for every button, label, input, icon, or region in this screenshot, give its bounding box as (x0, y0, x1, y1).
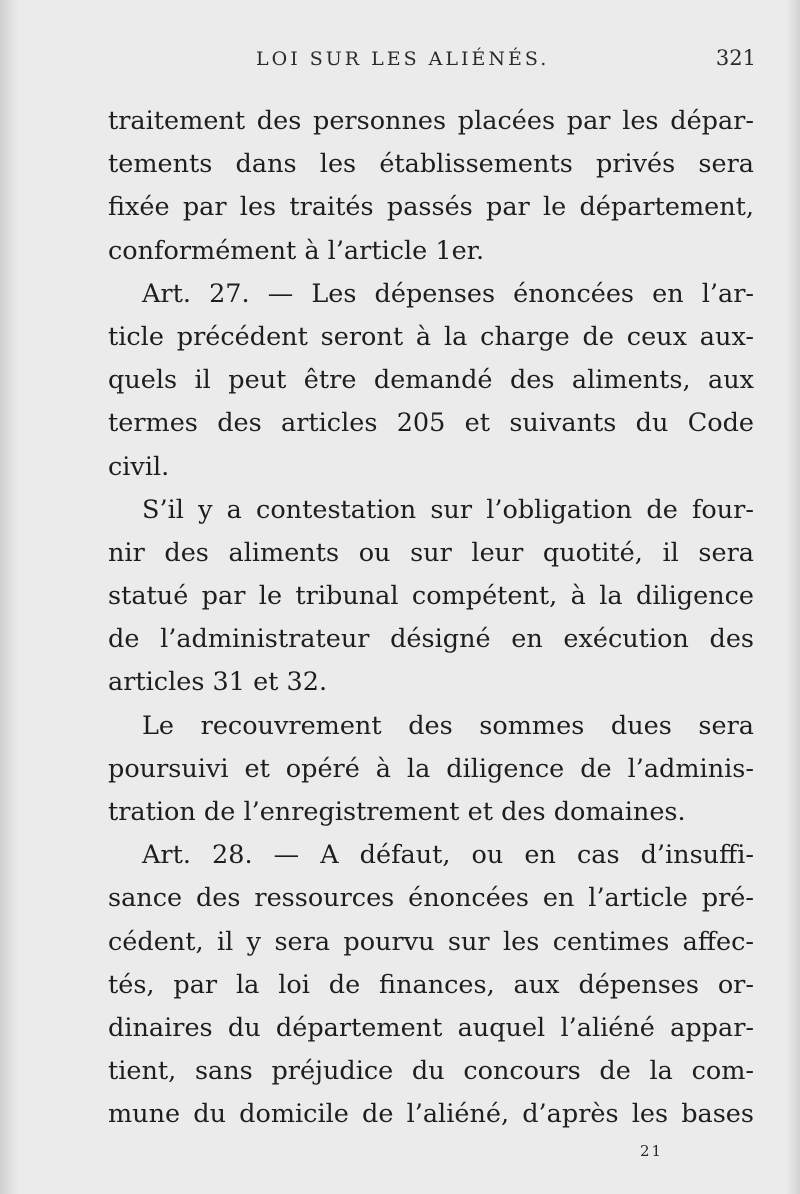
text-line: sance des ressources énoncées en l’article pré- (108, 883, 754, 914)
text-line: nir des aliments ou sur leur quotité, il sera (108, 537, 754, 568)
paragraph-start-line: S’il y a contestation sur l’obligation de four- (142, 494, 754, 525)
text-line: dinaires du département auquel l’aliéné appar- (108, 1012, 754, 1043)
article-27-heading-line: Art. 27. — Les dépenses énoncées en l’ar- (142, 278, 754, 309)
text-line: traitement des personnes placées par les dépar- (108, 106, 754, 136)
text-line: tient, sans préjudice du concours de la com- (108, 1056, 754, 1087)
text-line: de l’administrateur désigné en exécution des (108, 624, 754, 655)
text-line: conformément à l’article 1er. (108, 235, 485, 266)
article-28-heading-line: Art. 28. — A défaut, ou en cas d’insuffi- (142, 840, 754, 871)
text-line: quels il peut être demandé des aliments, aux (108, 365, 754, 396)
text-line: tés, par la loi de finances, aux dépenses or- (108, 969, 754, 1000)
text-line: fixée par les traités passés par le département, (108, 192, 754, 223)
text-line: statué par le tribunal compétent, à la diligence (108, 581, 754, 612)
text-line: tements dans les établissements privés sera (108, 149, 754, 180)
paragraph-start-line: Le recouvrement des sommes dues sera (142, 710, 754, 741)
body-text (108, 100, 754, 1137)
text-line: articles 31 et 32. (108, 667, 328, 698)
text-line: ticle précédent seront à la charge de ceux aux- (108, 321, 754, 352)
text-line: mune du domicile de l’aliéné, d’après les bases (108, 1099, 754, 1130)
text-line: cédent, il y sera pourvu sur les centimes affec- (108, 926, 754, 957)
page-header (108, 40, 756, 80)
page-number: 321 (715, 46, 756, 70)
running-title: LOI SUR LES ALIÉNÉS. (256, 48, 550, 70)
signature-mark: 21 (640, 1142, 664, 1160)
text-line: poursuivi et opéré à la diligence de l’adminis- (108, 753, 754, 784)
text-line: civil. (108, 451, 170, 482)
text-line: termes des articles 205 et suivants du Code (108, 408, 754, 439)
text-line: tration de l’enregistrement et des domaines. (108, 797, 686, 827)
